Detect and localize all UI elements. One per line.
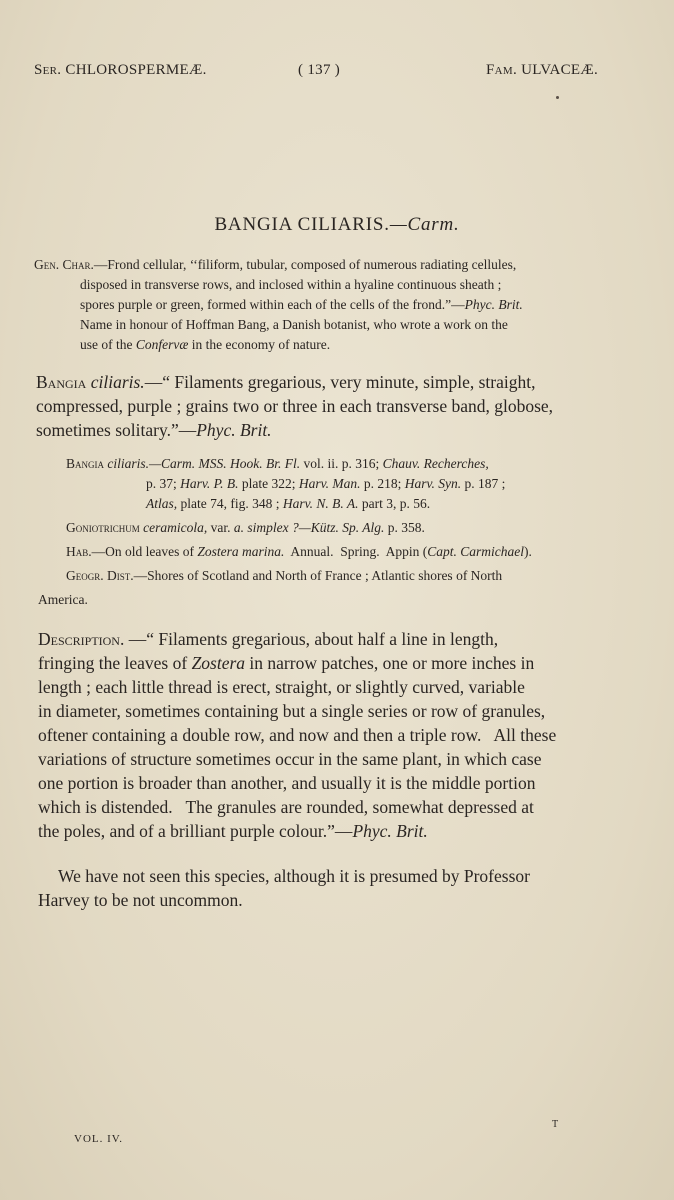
description-line: one portion is broader than another, and usually it is the middle portion xyxy=(38,773,536,793)
distribution-label: Geogr. Dist. xyxy=(66,568,134,583)
running-header-series: Ser. CHLOROSPERMEÆ. xyxy=(34,62,207,78)
volume-footer: VOL. IV. xyxy=(74,1133,124,1145)
closing-line: Harvey to be not uncommon. xyxy=(38,890,243,910)
diagnosis-line: —“ Filaments gregarious, very minute, simple, straight, xyxy=(144,372,536,392)
description-line: variations of structure sometimes occur in the same plant, in which case xyxy=(38,749,542,769)
description-line: the poles, and of a brilliant purple colour.”— xyxy=(38,821,353,841)
synonym-text: p. 37; xyxy=(146,476,181,491)
gen-char-label: Gen. Char. xyxy=(34,257,94,272)
gonio-text: p. 358. xyxy=(384,520,425,535)
gen-char-ref: Phyc. Brit. xyxy=(464,297,523,312)
diagnosis-line: compressed, purple ; grains two or three in each transverse band, globose, xyxy=(36,396,554,416)
gen-char-line: in the economy of nature. xyxy=(188,337,331,352)
gen-char-line: spores purple or green, formed within each of the cells of the frond.”— xyxy=(80,297,465,312)
description-label: Description. xyxy=(38,629,125,649)
synonym-text: plate 322; xyxy=(238,476,299,491)
gen-char-line: disposed in transverse rows, and inclosed within a hyaline continuous sheath ; xyxy=(80,277,502,292)
description-line: —“ Filaments gregarious, about half a line in length, xyxy=(124,629,499,649)
page-number: ( 137 ) xyxy=(298,62,341,78)
species-title xyxy=(0,214,674,236)
signature-mark: T xyxy=(552,1119,559,1130)
description-line: in narrow patches, one or more inches in xyxy=(245,653,535,673)
diagnosis-line: sometimes solitary.”— xyxy=(36,420,197,440)
habitat-text: —On old leaves of xyxy=(91,544,198,559)
description-line: oftener containing a double row, and now and then a triple row. All these xyxy=(38,725,557,745)
synonym-ref: Harv. P. B. xyxy=(180,476,239,491)
description-line: in diameter, sometimes containing but a single series or row of granules, xyxy=(38,701,546,721)
running-header-family: Fam. ULVACEÆ. xyxy=(486,62,599,78)
synonym-text: vol. ii. p. 316; xyxy=(300,456,383,471)
gen-char-line: use of the xyxy=(80,337,136,352)
goniotrichum-synonym xyxy=(66,518,425,538)
diagnosis-ref: Phyc. Brit. xyxy=(196,420,272,440)
species-name: BANGIA CILIARIS. xyxy=(214,214,390,235)
diagnosis-epithet: ciliaris. xyxy=(90,372,145,392)
synonym-ref: Atlas, xyxy=(146,496,178,511)
synonym-ref: Harv. Syn. xyxy=(404,476,462,491)
habitat-host: Zostera marina. xyxy=(197,544,285,559)
description-line: fringing the leaves of xyxy=(38,653,192,673)
gonio-genus: Goniotrichum xyxy=(66,520,140,535)
diagnosis-genus: Bangia xyxy=(36,372,87,392)
gen-char-line: Name in honour of Hoffman Bang, a Danish botanist, who wrote a work on the xyxy=(80,317,508,332)
description-zostera: Zostera xyxy=(191,653,246,673)
distribution-cont: America. xyxy=(38,592,88,607)
description-line: which is distended. The granules are rounded, somewhat depressed at xyxy=(38,797,534,817)
habitat-collector: Capt. Carmichael xyxy=(427,544,525,559)
synonym-text: part 3, p. 56. xyxy=(358,496,431,511)
closing-remark xyxy=(38,864,530,912)
synonym-ref: ciliaris.—Carm. MSS. Hook. Br. Fl. xyxy=(107,456,301,471)
description xyxy=(38,627,556,843)
distribution xyxy=(66,566,502,586)
habitat-text: ). xyxy=(524,544,532,559)
synonym-ref: Harv. Man. xyxy=(298,476,361,491)
habitat-label: Hab. xyxy=(66,544,92,559)
gonio-epithet: ceramicola, xyxy=(143,520,208,535)
description-ref: Phyc. Brit. xyxy=(352,821,428,841)
synonymy-references xyxy=(66,454,505,514)
habitat xyxy=(66,542,532,562)
synonym-genus: Bangia xyxy=(66,456,104,471)
gonio-ref: a. simplex ?—Kütz. Sp. Alg. xyxy=(233,520,385,535)
species-author: —Carm. xyxy=(389,214,460,235)
ink-speck xyxy=(556,96,559,99)
synonym-ref: Chauv. Recherches, xyxy=(382,456,489,471)
gen-char-line: —Frond cellular, ‘‘filiform, tubular, composed of numerous radiating cellules, xyxy=(93,257,517,272)
habitat-text: Annual. Spring. Appin ( xyxy=(284,544,428,559)
synonym-text: p. 187 ; xyxy=(461,476,506,491)
gonio-text: var. xyxy=(207,520,234,535)
synonym-text: plate 74, fig. 348 ; xyxy=(177,496,283,511)
genus-character xyxy=(34,255,634,355)
synonym-ref: Harv. N. B. A. xyxy=(282,496,359,511)
gen-char-confervae: Confervæ xyxy=(135,337,189,352)
distribution-text: —Shores of Scotland and North of France ; Atlantic shores of North xyxy=(133,568,503,583)
closing-line: We have not seen this species, although it is presumed by Professor xyxy=(58,866,530,886)
description-line: length ; each little thread is erect, straight, or slightly curved, variable xyxy=(38,677,525,697)
synonym-text: p. 218; xyxy=(360,476,405,491)
species-diagnosis xyxy=(36,370,553,442)
